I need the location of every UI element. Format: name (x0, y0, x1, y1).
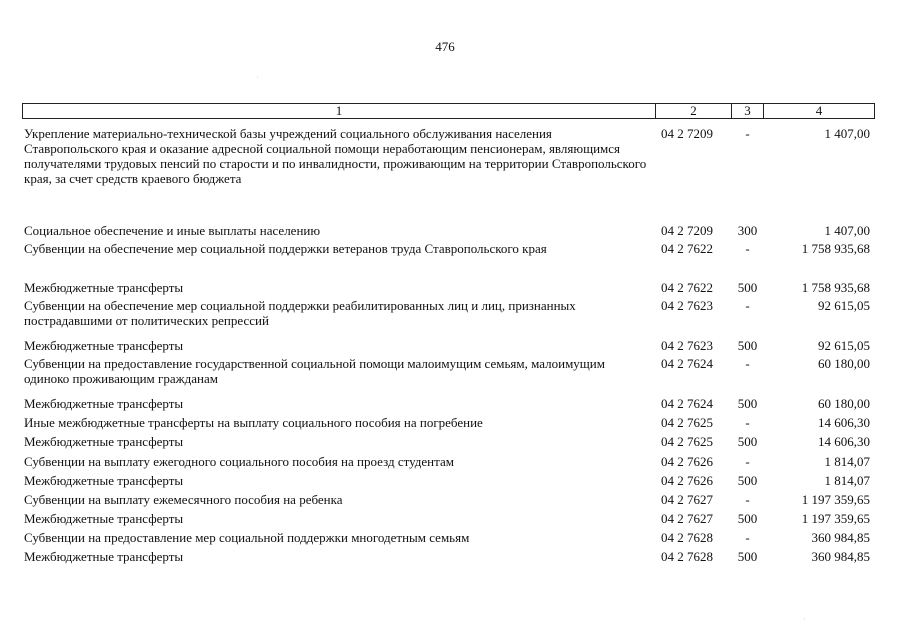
row-code: 04 2 7209 (661, 126, 713, 141)
row-code: 04 2 7623 (661, 298, 713, 313)
row-amount: 1 197 359,65 (801, 511, 870, 526)
row-description: Межбюджетные трансферты (24, 473, 184, 488)
row-code: 04 2 7625 (661, 434, 713, 449)
row-code: 04 2 7627 (661, 511, 713, 526)
row-amount: 360 984,85 (811, 549, 870, 564)
row-code: 04 2 7624 (661, 396, 713, 411)
row-code: 04 2 7622 (661, 280, 713, 295)
row-code: 04 2 7624 (661, 356, 713, 371)
row-expense-type: 500 (737, 473, 758, 488)
row-expense-type: - (745, 126, 750, 141)
row-description: Субвенции на предоставление мер социальной поддержки многодетным семьям (24, 530, 470, 545)
row-code: 04 2 7628 (661, 549, 713, 564)
row-amount: 14 606,30 (818, 434, 870, 449)
row-description: Иные межбюджетные трансферты на выплату социального пособия на погребение (24, 415, 483, 430)
row-amount: 1 814,07 (824, 473, 870, 488)
row-amount: 1 197 359,65 (801, 492, 870, 507)
row-expense-type: 500 (737, 434, 758, 449)
row-expense-type: 300 (737, 223, 758, 238)
row-description: Субвенции на выплату ежемесячного пособия на ребенка (24, 492, 343, 507)
row-description: Укрепление материально-технической базы учреждений социального обслуживания населения Ставропольского края и оказание адресной социальной помощи неработающим пенсионерам, являющимся получателями трудовых пенсий по старости и по инвалидности, проживающим на территории Ставропольского края, за счет средств краевого бюджета (24, 126, 647, 186)
row-amount: 60 180,00 (818, 396, 870, 411)
row-amount: 14 606,30 (818, 415, 870, 430)
header-col-2: 2 (656, 104, 732, 118)
row-code: 04 2 7626 (661, 454, 713, 469)
row-amount: 1 814,07 (824, 454, 870, 469)
row-expense-type: - (745, 454, 750, 469)
row-description: Субвенции на обеспечение мер социальной поддержки ветеранов труда Ставропольского края (24, 241, 547, 256)
row-description: Субвенции на выплату ежегодного социального пособия на проезд студентам (24, 454, 454, 469)
row-amount: 1 407,00 (824, 223, 870, 238)
page-number: 476 (435, 39, 455, 54)
row-code: 04 2 7209 (661, 223, 713, 238)
row-amount: 1 407,00 (824, 126, 870, 141)
row-description: Межбюджетные трансферты (24, 434, 184, 449)
row-code: 04 2 7625 (661, 415, 713, 430)
row-code: 04 2 7623 (661, 338, 713, 353)
row-amount: 360 984,85 (811, 530, 870, 545)
row-amount: 1 758 935,68 (801, 241, 870, 256)
table-header (22, 103, 875, 119)
row-code: 04 2 7622 (661, 241, 713, 256)
row-expense-type: 500 (737, 338, 758, 353)
row-description: Субвенции на обеспечение мер социальной поддержки реабилитированных лиц и лиц, признанных пострадавшими от политических репрессий (24, 298, 576, 328)
header-col-4: 4 (815, 103, 823, 118)
header-col-1: 1 (23, 104, 656, 118)
row-amount: 92 615,05 (818, 338, 870, 353)
row-expense-type: 500 (737, 396, 758, 411)
scan-speck: · (803, 614, 806, 624)
row-description: Межбюджетные трансферты (24, 280, 184, 295)
row-expense-type: 500 (737, 549, 758, 564)
row-code: 04 2 7627 (661, 492, 713, 507)
row-description: Межбюджетные трансферты (24, 511, 184, 526)
row-expense-type: 500 (737, 511, 758, 526)
row-code: 04 2 7626 (661, 473, 713, 488)
row-amount: 60 180,00 (818, 356, 870, 371)
row-expense-type: - (745, 415, 750, 430)
scan-speck: · (256, 72, 259, 82)
row-description: Субвенции на предоставление государственной социальной помощи малоимущим семьям, малоимущим одиноко проживающим гражданам (24, 356, 605, 386)
header-col-3: 3 (732, 104, 764, 118)
row-expense-type: - (745, 241, 750, 256)
row-description: Межбюджетные трансферты (24, 396, 184, 411)
row-expense-type: - (745, 356, 750, 371)
row-code: 04 2 7628 (661, 530, 713, 545)
row-description: Социальное обеспечение и иные выплаты населению (24, 223, 321, 238)
row-expense-type: - (745, 492, 750, 507)
row-expense-type: - (745, 530, 750, 545)
row-description: Межбюджетные трансферты (24, 549, 184, 564)
row-expense-type: 500 (737, 280, 758, 295)
row-amount: 1 758 935,68 (801, 280, 870, 295)
row-description: Межбюджетные трансферты (24, 338, 184, 353)
row-amount: 92 615,05 (818, 298, 870, 313)
row-expense-type: - (745, 298, 750, 313)
